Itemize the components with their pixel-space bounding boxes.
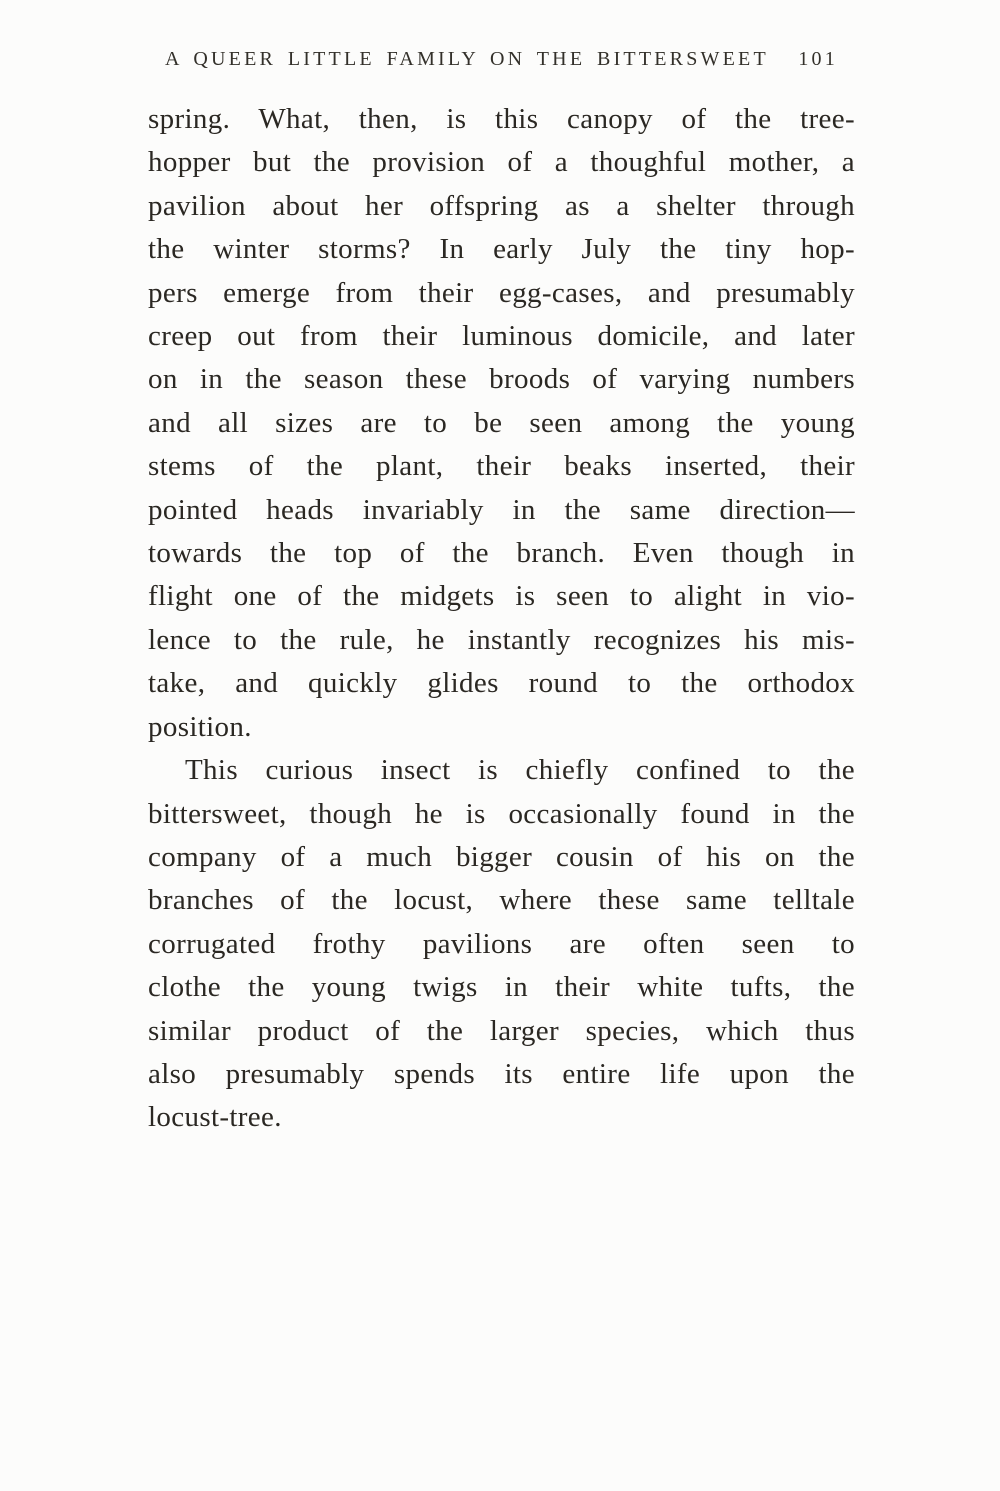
- text-line: pavilion about her offspring as a shelter through: [148, 189, 855, 222]
- text-line: position.: [148, 710, 252, 743]
- text-line: also presumably spends its entire life upon the: [148, 1057, 855, 1090]
- text-line: bittersweet, though he is occasionally found in the: [148, 797, 855, 830]
- text-line: creep out from their luminous domicile, and later: [148, 320, 855, 353]
- text-line: on in the season these broods of varying numbers: [148, 363, 855, 396]
- text-line: branches of the locust, where these same telltale: [148, 884, 855, 917]
- text-line: pointed heads invariably in the same direction—: [148, 493, 855, 526]
- text-line: corrugated frothy pavilions are often seen to: [148, 927, 855, 960]
- text-line: lence to the rule, he instantly recognizes his mis-: [148, 623, 855, 656]
- text-line: clothe the young twigs in their white tufts, the: [148, 971, 855, 1004]
- running-header: [148, 48, 855, 71]
- text-line: spring. What, then, is this canopy of the tree-: [148, 103, 855, 135]
- text-line: similar product of the larger species, which thus: [148, 1014, 855, 1047]
- text-line: take, and quickly glides round to the orthodox: [148, 667, 855, 700]
- text-line: pers emerge from their egg-cases, and presumably: [148, 276, 855, 309]
- running-title: A QUEER LITTLE FAMILY ON THE BITTERSWEET: [165, 48, 769, 70]
- text-block: [148, 98, 855, 1140]
- text-line: This curious insect is chiefly confined to the: [185, 754, 855, 787]
- text-line: hopper but the provision of a thoughful mother, a: [148, 146, 855, 179]
- text-line: locust-tree.: [148, 1101, 282, 1134]
- text-line: towards the top of the branch. Even though in: [148, 537, 855, 570]
- text-line: stems of the plant, their beaks inserted, their: [148, 450, 855, 483]
- text-line: the winter storms? In early July the tiny hop-: [148, 233, 855, 266]
- text-line: flight one of the midgets is seen to alight in vio-: [148, 580, 855, 613]
- text-line: company of a much bigger cousin of his on the: [148, 840, 855, 873]
- page-number: 101: [798, 48, 838, 70]
- text-line: and all sizes are to be seen among the young: [148, 406, 855, 439]
